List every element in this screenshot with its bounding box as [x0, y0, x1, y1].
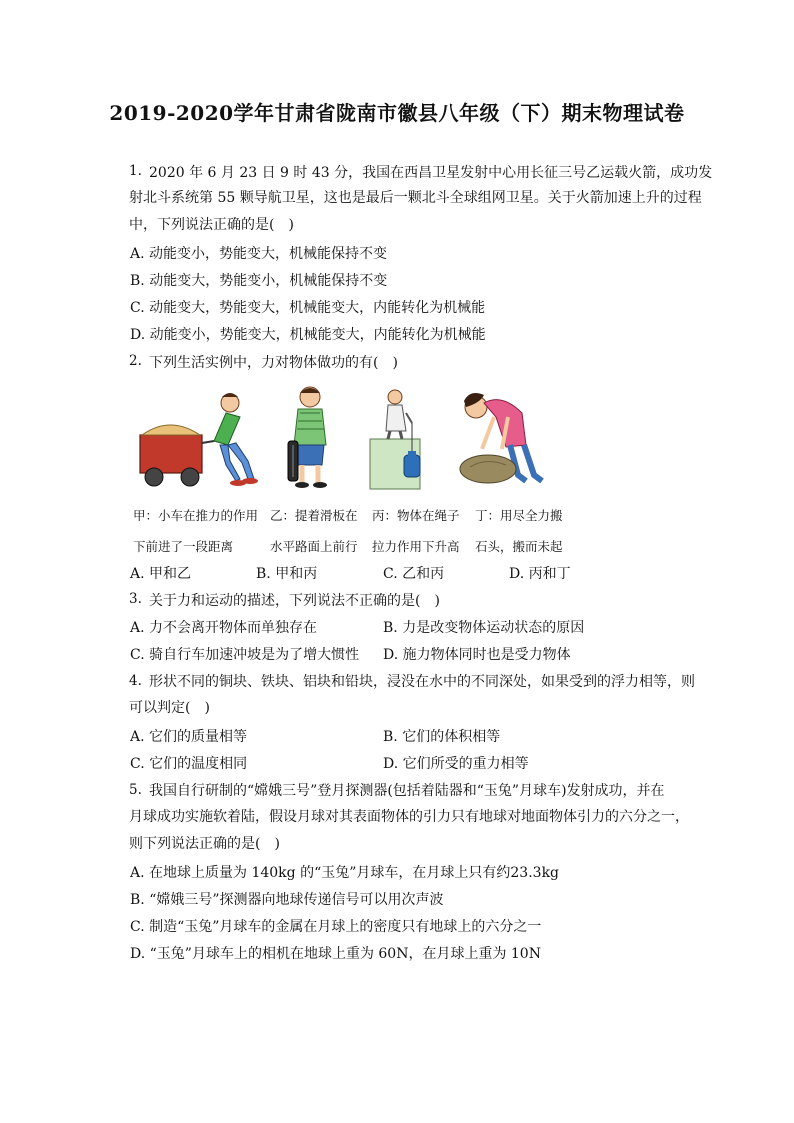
option-b[interactable]: B. 动能变大，势能变小，机械能保持不变 [130, 273, 388, 289]
question-text-line: 中，下列说法正确的是( ) [129, 217, 294, 233]
illustration-lift-stone [460, 393, 542, 483]
page-title: 2019-2020学年甘肃省陇南市徽县八年级（下）期末物理试卷 [109, 101, 685, 125]
option-c[interactable]: C. 动能变大，势能变大，机械能变大，内能转化为机械能 [130, 300, 486, 316]
question-text-line: 则下列说法正确的是( ) [129, 836, 280, 852]
option-c[interactable]: C. 它们的温度相同 [130, 756, 248, 772]
question-number: 1. [129, 163, 142, 179]
illustration-carry-skateboard [288, 387, 327, 488]
question-number: 5. [129, 782, 142, 798]
question-number: 2. [129, 353, 142, 369]
option-a[interactable]: A. 力不会离开物体而单独存在 [130, 620, 318, 636]
question-text-line: 2020 年 6 月 23 日 9 时 43 分，我国在西昌卫星发射中心用长征三号乙运载火箭，成功发 [149, 165, 713, 181]
question-number: 3. [129, 591, 142, 607]
option-c[interactable]: C. 骑自行车加速冲坡是为了增大惯性 [130, 647, 360, 663]
caption-bing-2: 拉力作用下升高 [372, 539, 460, 554]
question-number: 4. [129, 673, 142, 689]
option-a[interactable]: A. 在地球上质量为 140kg 的“玉兔”月球车，在月球上只有约23.3kg [130, 865, 560, 881]
option-a[interactable]: A. 甲和乙 [130, 566, 192, 582]
option-d[interactable]: D. 它们所受的重力相等 [383, 756, 529, 772]
option-d[interactable]: D. 丙和丁 [509, 566, 571, 582]
option-b[interactable]: B. 力是改变物体运动状态的原因 [383, 620, 585, 636]
question-text-line: 射北斗系统第 55 颗导航卫星，这也是最后一颗北斗全球组网卫星。关于火箭加速上升的过程 [129, 190, 702, 206]
question-text-line: 月球成功实施软着陆，假设月球对其表面物体的引力只有地球对地面物体引力的六分之一， [129, 809, 689, 825]
illustration-rope-lift [370, 390, 420, 489]
option-b[interactable]: B. 甲和丙 [256, 566, 318, 582]
option-a[interactable]: A. 它们的质量相等 [130, 729, 248, 745]
question-text-line: 我国自行研制的“嫦娥三号”登月探测器(包括着陆器和“玉兔”月球车)发射成功，并在 [149, 783, 665, 799]
option-b[interactable]: B. 它们的体积相等 [383, 729, 501, 745]
option-c[interactable]: C. 乙和丙 [383, 566, 445, 582]
caption-jia-2: 下前进了一段距离 [133, 539, 234, 554]
question-text-line: 可以判定( ) [129, 700, 210, 716]
illustration-push-cart [140, 393, 258, 486]
option-c[interactable]: C. 制造“玉兔”月球车的金属在月球上的密度只有地球上的六分之一 [130, 919, 542, 935]
caption-jia-1: 甲：小车在推力的作用 [133, 508, 259, 523]
option-d[interactable]: D. 动能变小，势能变大，机械能变大，内能转化为机械能 [130, 327, 486, 343]
caption-yi-1: 乙：提着滑板在 [270, 508, 358, 523]
caption-ding-2: 石头，搬而未起 [475, 539, 563, 554]
question-text-line: 关于力和运动的描述，下列说法不正确的是( ) [149, 593, 440, 609]
caption-bing-1: 丙：物体在绳子 [372, 508, 460, 523]
option-a[interactable]: A. 动能变小，势能变大，机械能保持不变 [130, 246, 388, 262]
option-b[interactable]: B. “嫦娥三号”探测器向地球传递信号可以用次声波 [130, 892, 444, 908]
question-text-line: 下列生活实例中，力对物体做功的有( ) [149, 355, 398, 371]
question-illustrations [130, 383, 560, 495]
caption-ding-1: 丁：用尽全力搬 [475, 508, 563, 523]
caption-yi-2: 水平路面上前行 [270, 539, 358, 554]
question-text-line: 形状不同的铜块、铁块、铝块和铅块，浸没在水中的不同深处，如果受到的浮力相等，则 [149, 674, 695, 690]
option-d[interactable]: D. “玉兔”月球车上的相机在地球上重为 60N，在月球上重为 10N [130, 946, 541, 962]
option-d[interactable]: D. 施力物体同时也是受力物体 [383, 647, 571, 663]
